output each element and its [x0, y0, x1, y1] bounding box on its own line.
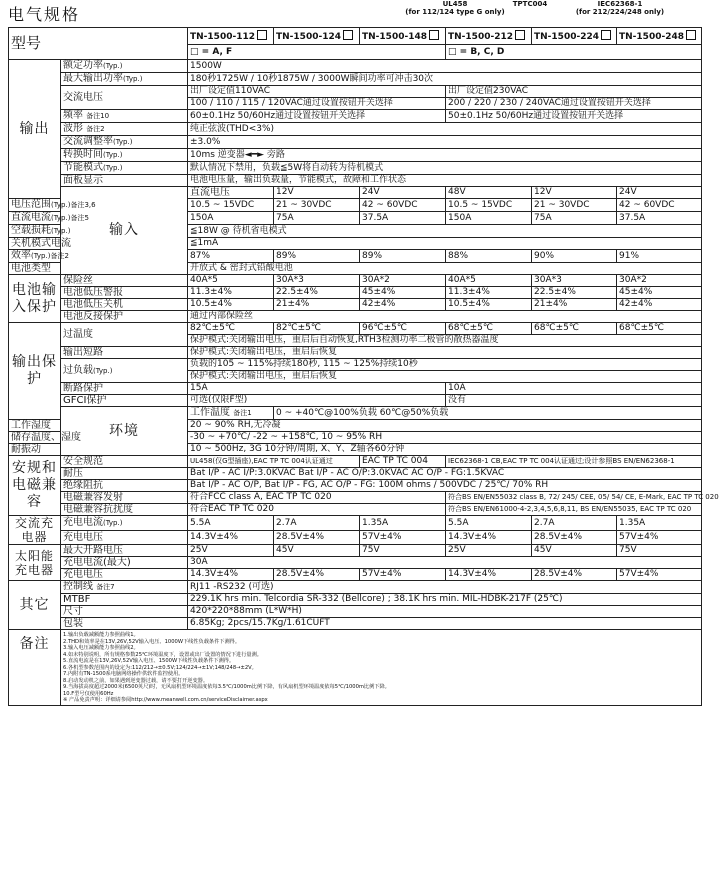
- cell: 12V: [274, 187, 360, 199]
- cell: 30A*3: [274, 275, 360, 287]
- cell: 12V: [532, 187, 617, 199]
- disclaimer-link[interactable]: ※ 产品免责声明：详细请参阅http://www.meanwell.com.cn/serviceDisclaimer.aspx: [63, 697, 268, 703]
- cell: 14.3V±4%: [446, 569, 532, 581]
- value-storage: -30 ~ +70℃/ -22 ~ +158℃, 10 ~ 95% RH: [188, 432, 702, 444]
- label-low-alarm: 电池低压警报: [61, 287, 188, 299]
- value-max-power: 180秒1725W / 10秒1875W / 3000W瞬间功率可冲击30次: [188, 73, 702, 86]
- value-overload-2: 保护模式:关闭输出电压，重启后恢复: [188, 371, 702, 383]
- value-vibration: 10 ~ 500Hz, 3G 10分钟/周期, X、Y、Z轴各60分钟: [188, 444, 702, 456]
- cell: 57V±4%: [617, 531, 702, 545]
- value-overload-1: 负载的105 ~ 115%持续180秒, 115 ~ 125%持续10秒: [188, 359, 702, 371]
- cell: 24V: [360, 187, 446, 199]
- cell: 88%: [446, 250, 532, 263]
- label-size: 尺寸: [61, 606, 188, 618]
- label-temp: 工作温度 备注1: [188, 407, 274, 420]
- model-label: 型号: [9, 28, 188, 60]
- value-ac-factory-2: 出厂设定值230VAC: [446, 86, 702, 98]
- label-gfci: GFCI保护: [61, 395, 188, 407]
- cell: 2.7A: [274, 516, 360, 531]
- cell: 91%: [617, 250, 702, 263]
- label-solar-max-current: 充电电流(最大): [61, 557, 188, 569]
- cell: 45±4%: [617, 287, 702, 299]
- cell: 30A*2: [617, 275, 702, 287]
- label-emc-immunity: 电磁兼容抗扰度: [61, 504, 188, 516]
- value-emc-immunity-2: 符合BS EN/EN61000-4-2,3,4,5,6,8,11, BS EN/EN55035, EAC TP TC 020: [446, 504, 702, 516]
- label-control: 控制线 备注7: [61, 581, 188, 594]
- page-title: 电气规格: [8, 5, 81, 24]
- category-notes: 备注: [9, 630, 61, 706]
- value-breaker-2: 10A: [446, 383, 702, 395]
- label-storage: 储存温度、湿度: [9, 432, 61, 444]
- cell: 28.5V±4%: [274, 569, 360, 581]
- label-overload: 过负载(Typ.): [61, 359, 188, 383]
- cell: 28.5V±4%: [532, 569, 617, 581]
- value-eco: 默认情况下禁用，负载≦5W将自动转为待机模式: [188, 162, 702, 175]
- category-solar-charger: 太阳能充电器: [9, 545, 61, 581]
- note-item: 1.输出负载减额能力参照曲线1。: [63, 632, 139, 638]
- label-withstand: 耐压: [61, 468, 188, 480]
- cell: 57V±4%: [360, 531, 446, 545]
- label-fuse: 保险丝: [61, 275, 188, 287]
- value-standards-1: UL458(仅G型插座),EAC TP TC 004认证通过: [188, 456, 360, 468]
- label-efficiency: 效率(Typ.)备注2: [9, 250, 61, 263]
- cell: 68℃±5℃: [532, 323, 617, 335]
- label-charge-voltage: 充电电压: [61, 531, 188, 545]
- model-224: TN-1500-224: [532, 28, 617, 45]
- cell: 21±4%: [532, 299, 617, 311]
- note-item: 9.当海拔高度超过2000米(6500英尺)时，无风扇机型环境温度依每3.5℃/1000m比例下降，有风扇机型环境温度依每5℃/1000m比例下降。: [63, 684, 390, 690]
- value-standards-1b: EAC TP TC 004: [360, 456, 446, 468]
- label-reverse: 电池反接保护: [61, 311, 188, 323]
- cell: 5.5A: [446, 516, 532, 531]
- value-ac-factory-1: 出厂设定值110VAC: [188, 86, 446, 98]
- cell: 22.5±4%: [532, 287, 617, 299]
- label-dc-voltage: 直流电压: [188, 187, 274, 199]
- value-emc-emission-1: 符合FCC class A, EAC TP TC 020: [188, 492, 446, 504]
- label-v-range: 电压范围(Typ.)备注3,6: [9, 199, 61, 212]
- label-dc-current: 直流电流(Typ.)备注5: [9, 212, 61, 225]
- value-regulation: ±3.0%: [188, 136, 702, 149]
- model-124: TN-1500-124: [274, 28, 360, 45]
- cell: 25V: [188, 545, 274, 557]
- cell: 150A: [188, 212, 274, 225]
- value-humidity: 20 ~ 90% RH,无冷凝: [188, 420, 702, 432]
- cell: 10.5 ~ 15VDC: [446, 199, 532, 212]
- value-solar-max-current: 30A: [188, 557, 702, 569]
- label-rated-power: 额定功率(Typ.): [61, 60, 188, 73]
- note-item: 7.内附有TN-1500系电脑网络操作供软件监控使用。: [63, 671, 184, 677]
- cell: 30A*2: [360, 275, 446, 287]
- label-off-current: 关机模式电流: [9, 238, 61, 250]
- category-output-protect: 输出保护: [9, 323, 61, 420]
- cell: 75A: [532, 212, 617, 225]
- label-eco: 节能模式(Typ.): [61, 162, 188, 175]
- category-input: 输入: [61, 187, 188, 275]
- cell: 1.35A: [360, 516, 446, 531]
- cell: 37.5A: [617, 212, 702, 225]
- cell: 5.5A: [188, 516, 274, 531]
- note-item: 8.启动发动机之前，如果遇到逆变器过载，请不要打开逆变器。: [63, 677, 209, 684]
- label-frequency: 频率 备注10: [61, 110, 188, 123]
- type-group-1: □ = A, F: [188, 45, 446, 60]
- cell: 37.5A: [360, 212, 446, 225]
- cell: 10.5±4%: [446, 299, 532, 311]
- cell: 75A: [274, 212, 360, 225]
- notes-list: [61, 630, 702, 706]
- label-emc-emission: 电磁兼容发射: [61, 492, 188, 504]
- cell: 57V±4%: [360, 569, 446, 581]
- cell: 1.35A: [617, 516, 702, 531]
- cell: 30A*3: [532, 275, 617, 287]
- label-vibration: 耐振动: [9, 444, 61, 456]
- cell: 21 ~ 30VDC: [274, 199, 360, 212]
- cell: 21±4%: [274, 299, 360, 311]
- cell: 89%: [360, 250, 446, 263]
- cell: 57V±4%: [617, 569, 702, 581]
- cell: 14.3V±4%: [446, 531, 532, 545]
- category-environment: 环境: [61, 407, 188, 456]
- label-open-voltage: 最大开路电压: [61, 545, 188, 557]
- cell: 24V: [617, 187, 702, 199]
- cell: 45±4%: [360, 287, 446, 299]
- header-note-iec: IEC62368-1 (for 212/224/248 only): [575, 0, 665, 16]
- cell: 21 ~ 30VDC: [532, 199, 617, 212]
- value-emc-emission-2: 符合BS EN/EN55032 class B, 72/ 245/ CEE, 05/ 54/ CE, E-Mark, EAC TP TC 020: [446, 492, 702, 504]
- type-group-2: □ = B, C, D: [446, 45, 702, 60]
- cell: 68℃±5℃: [617, 323, 702, 335]
- category-others: 其它: [9, 581, 61, 630]
- cell: 96℃±5℃: [360, 323, 446, 335]
- cell: 14.3V±4%: [188, 569, 274, 581]
- value-size: 420*220*88mm (L*W*H): [188, 606, 702, 618]
- cell: 75V: [617, 545, 702, 557]
- value-packing: 6.85Kg; 2pcs/15.7Kg/1.61CUFT: [188, 618, 702, 630]
- cell: 10.5±4%: [188, 299, 274, 311]
- value-isolation: Bat I/P - AC O/P, Bat I/P - FG, AC O/P - FG: 100M ohms / 500VDC / 25℃/ 70% RH: [188, 480, 702, 492]
- model-148: TN-1500-148: [360, 28, 446, 45]
- model-row: [9, 28, 702, 45]
- note-item: 5.直流电流是在13V,26V,52V输入电压、1500W下线性负载条件下测得。: [63, 658, 235, 664]
- value-transfer: 10ms 逆变器◄━► 旁路: [188, 149, 702, 162]
- value-temp: 0 ~ +40℃@100%负载 60℃@50%负载: [274, 407, 702, 420]
- cell: 89%: [274, 250, 360, 263]
- cell: 14.3V±4%: [188, 531, 274, 545]
- label-packing: 包装: [61, 618, 188, 630]
- cell: 82℃±5℃: [274, 323, 360, 335]
- category-ac-charger: 交流充电器: [9, 516, 61, 545]
- cell: 75V: [360, 545, 446, 557]
- cell: 40A*5: [446, 275, 532, 287]
- cell: 11.3±4%: [446, 287, 532, 299]
- cell: 68℃±5℃: [446, 323, 532, 335]
- cell: 45V: [274, 545, 360, 557]
- value-short: 保护模式:关闭输出电压，重启后恢复: [188, 347, 702, 359]
- label-otp: 过温度: [61, 323, 188, 347]
- note-item: 3.输入电压减额能力参照曲线2。: [63, 645, 139, 651]
- value-gfci-1: 可选(仅限F型): [188, 395, 446, 407]
- label-regulation: 交流调整率(Typ.): [61, 136, 188, 149]
- model-248: TN-1500-248: [617, 28, 702, 45]
- header-note-tptc: TPTC004: [512, 0, 548, 8]
- label-charge-current: 充电电流(Typ.): [61, 516, 188, 531]
- cell: 87%: [188, 250, 274, 263]
- label-panel: 面板显示: [61, 175, 188, 187]
- cell: 2.7A: [532, 516, 617, 531]
- value-withstand: Bat I/P - AC I/P:3.0KVAC Bat I/P - AC O/P:3.0KVAC AC O/P - FG:1.5KVAC: [188, 468, 702, 480]
- value-no-load: ≦18W @ 待机省电模式: [188, 225, 702, 238]
- label-mtbf: MTBF: [61, 594, 188, 606]
- note-item: 2.THD和效率是在13V,26V,52V输入电压、1000W下线性负载条件下测得。: [63, 638, 241, 645]
- value-otp-mode: 保护模式:关闭输出电压，重启后自动恢复,RTH3检测功率二极管的散热器温度: [188, 335, 702, 347]
- cell: 10.5 ~ 15VDC: [188, 199, 274, 212]
- cell: 28.5V±4%: [532, 531, 617, 545]
- note-item: 4.如未特别说明，所有规格参数25℃环境温度下，设置或出厂设置的情况下进行量测。: [63, 651, 262, 658]
- cell: 40A*5: [188, 275, 274, 287]
- label-waveform: 波形 备注2: [61, 123, 188, 136]
- value-frequency-1: 60±0.1Hz 50/60Hz通过设置按钮开关选择: [188, 110, 446, 123]
- cell: 22.5±4%: [274, 287, 360, 299]
- cell: 150A: [446, 212, 532, 225]
- note-item: 10.F型号仅使用60Hz: [63, 690, 114, 697]
- label-low-shutdown: 电池低压关机: [61, 299, 188, 311]
- cell: 90%: [532, 250, 617, 263]
- label-transfer: 转换时间(Typ.): [61, 149, 188, 162]
- value-ac-range-2: 200 / 220 / 230 / 240VAC通过设置按钮开关选择: [446, 98, 702, 110]
- label-breaker: 断路保护: [61, 383, 188, 395]
- value-panel: 电池电压量，输出负载量，节能模式，故障和工作状态: [188, 175, 702, 187]
- value-frequency-2: 50±0.1Hz 50/60Hz通过设置按钮开关选择: [446, 110, 702, 123]
- spec-table: [8, 27, 719, 706]
- category-output: 输出: [9, 60, 61, 199]
- value-reverse: 通过内部保险丝: [188, 311, 702, 323]
- cell: 28.5V±4%: [274, 531, 360, 545]
- label-humidity: 工作湿度: [9, 420, 61, 432]
- header-note-ul: UL458 (for 112/124 type G only): [405, 0, 505, 16]
- cell: 42±4%: [360, 299, 446, 311]
- note-item: 6.各机型参数范围内的设定为:112/212→±0.5V;124/224→±1V;148/248→±2V。: [63, 664, 257, 671]
- category-battery-protect: 电池输入保护: [9, 275, 61, 323]
- value-standards-2: IEC62368-1 CB,EAC TP TC 004认证通过;设计参照BS EN/EN62368-1: [446, 456, 702, 468]
- value-off-current: ≦1mA: [188, 238, 702, 250]
- cell: 42±4%: [617, 299, 702, 311]
- model-212: TN-1500-212: [446, 28, 532, 45]
- model-112: TN-1500-112: [188, 28, 274, 45]
- value-battery-type: 开放式 & 密封式铅酸电池: [188, 263, 702, 275]
- cell: 42 ~ 60VDC: [617, 199, 702, 212]
- cell: 48V: [446, 187, 532, 199]
- label-isolation: 绝缘阻抗: [61, 480, 188, 492]
- cell: 45V: [532, 545, 617, 557]
- value-rated-power: 1500W: [188, 60, 702, 73]
- cell: 42 ~ 60VDC: [360, 199, 446, 212]
- value-mtbf: 229.1K hrs min. Telcordia SR-332 (Bellcore) ; 38.1K hrs min. MIL-HDBK-217F (25℃): [188, 594, 702, 606]
- value-control: RJ11 -RS232 (可选): [188, 581, 702, 594]
- cell: 82℃±5℃: [188, 323, 274, 335]
- label-max-power: 最大输出功率(Typ.): [61, 73, 188, 86]
- label-ac-voltage: 交流电压: [61, 86, 188, 110]
- cell: 11.3±4%: [188, 287, 274, 299]
- label-solar-voltage: 充电电压: [61, 569, 188, 581]
- value-ac-range-1: 100 / 110 / 115 / 120VAC通过设置按钮开关选择: [188, 98, 446, 110]
- value-breaker-1: 15A: [188, 383, 446, 395]
- label-battery-type: 电池类型: [9, 263, 61, 275]
- value-gfci-2: 没有: [446, 395, 702, 407]
- cell: 25V: [446, 545, 532, 557]
- value-waveform: 纯正弦波(THD<3%): [188, 123, 702, 136]
- label-no-load: 空载损耗(Typ.): [9, 225, 61, 238]
- category-safety: 安规和电磁兼容: [9, 456, 61, 516]
- label-standards: 安全规范: [61, 456, 188, 468]
- label-short: 输出短路: [61, 347, 188, 359]
- value-emc-immunity-1: 符合EAC TP TC 020: [188, 504, 446, 516]
